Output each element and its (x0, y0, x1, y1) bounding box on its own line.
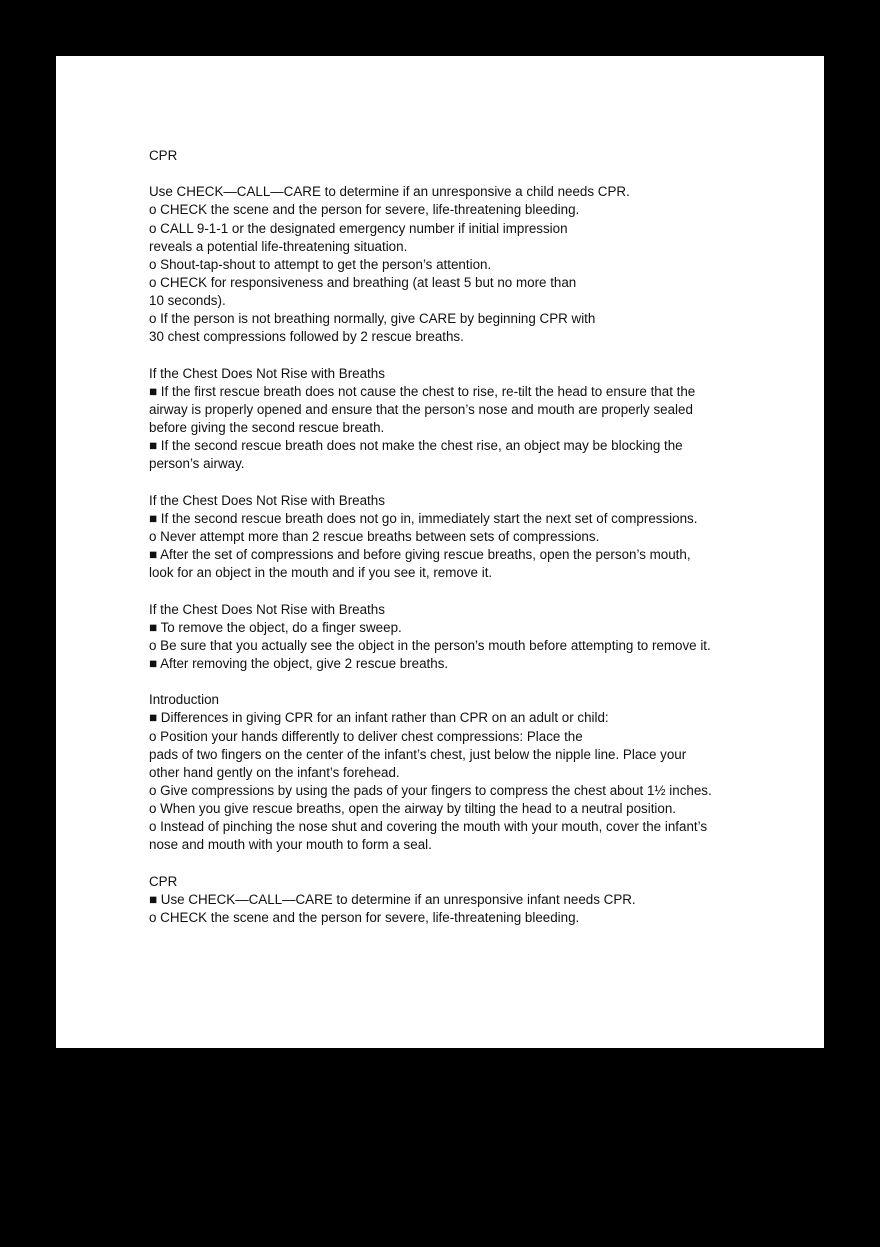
text-line: airway is properly opened and ensure that the person’s nose and mouth are properly sealed (149, 401, 693, 417)
section-cpr-child (149, 147, 749, 347)
text-line: 10 seconds). (149, 293, 226, 309)
section-chest-not-rise-3 (149, 601, 749, 674)
text-line: o Instead of pinching the nose shut and covering the mouth with your mouth, cover the infant’s (149, 819, 708, 835)
section-heading: CPR (149, 873, 178, 889)
text-line: ■ Differences in giving CPR for an infant rather than CPR on an adult or child: (149, 710, 609, 726)
text-line: ■ After the set of compressions and before giving rescue breaths, open the person’s mouth, (149, 547, 691, 563)
text-line: person’s airway. (149, 456, 245, 472)
text-line: pads of two fingers on the center of the infant’s chest, just below the nipple line. Place your (149, 746, 687, 762)
section-chest-not-rise-1 (149, 365, 749, 474)
document-body (149, 147, 749, 927)
document-page (56, 56, 824, 1048)
section-heading: If the Chest Does Not Rise with Breaths (149, 601, 385, 617)
section-introduction (149, 691, 749, 854)
text-line: reveals a potential life-threatening situation. (149, 238, 408, 254)
blank-line (149, 673, 749, 691)
text-line: nose and mouth with your mouth to form a seal. (149, 837, 432, 853)
text-line: o CALL 9-1-1 or the designated emergency number if initial impression (149, 220, 568, 236)
section-heading: If the Chest Does Not Rise with Breaths (149, 492, 385, 508)
section-heading: If the Chest Does Not Rise with Breaths (149, 365, 385, 381)
text-line: ■ If the second rescue breath does not go in, immediately start the next set of compressions. (149, 510, 698, 526)
text-line: 30 chest compressions followed by 2 rescue breaths. (149, 329, 464, 345)
text-line: o If the person is not breathing normally, give CARE by beginning CPR with (149, 311, 596, 327)
text-line: o Position your hands differently to deliver chest compressions: Place the (149, 728, 583, 744)
text-line: Use CHECK—CALL—CARE to determine if an unresponsive a child needs CPR. (149, 184, 630, 200)
text-line: ■ To remove the object, do a finger sweep. (149, 619, 402, 635)
text-line: o CHECK for responsiveness and breathing (at least 5 but no more than (149, 274, 577, 290)
blank-line (149, 854, 749, 872)
section-heading: CPR (149, 148, 178, 163)
text-line: ■ Use CHECK—CALL—CARE to determine if an unresponsive infant needs CPR. (149, 891, 636, 907)
blank-line (149, 165, 749, 183)
blank-line (149, 474, 749, 492)
text-line: other hand gently on the infant’s forehead. (149, 764, 400, 780)
text-line: o CHECK the scene and the person for severe, life-threatening bleeding. (149, 909, 580, 925)
text-line: o CHECK the scene and the person for severe, life-threatening bleeding. (149, 202, 580, 218)
text-line: ■ After removing the object, give 2 rescue breaths. (149, 655, 449, 671)
text-line: ■ If the first rescue breath does not cause the chest to rise, re-tilt the head to ensure that the (149, 383, 696, 399)
text-line: o Be sure that you actually see the object in the person’s mouth before attempting to remove it. (149, 637, 711, 653)
section-cpr-infant (149, 873, 749, 927)
section-heading: Introduction (149, 692, 219, 708)
blank-line (149, 582, 749, 600)
text-line: o When you give rescue breaths, open the airway by tilting the head to a neutral position. (149, 801, 677, 817)
text-line: o Never attempt more than 2 rescue breaths between sets of compressions. (149, 528, 600, 544)
blank-line (149, 347, 749, 365)
text-line: before giving the second rescue breath. (149, 420, 385, 436)
section-chest-not-rise-2 (149, 492, 749, 583)
text-line: ■ If the second rescue breath does not make the chest rise, an object may be blocking the (149, 438, 683, 454)
text-line: o Give compressions by using the pads of your fingers to compress the chest about 1½ inches. (149, 782, 712, 798)
text-line: o Shout-tap-shout to attempt to get the person’s attention. (149, 256, 492, 272)
text-line: look for an object in the mouth and if you see it, remove it. (149, 565, 493, 581)
